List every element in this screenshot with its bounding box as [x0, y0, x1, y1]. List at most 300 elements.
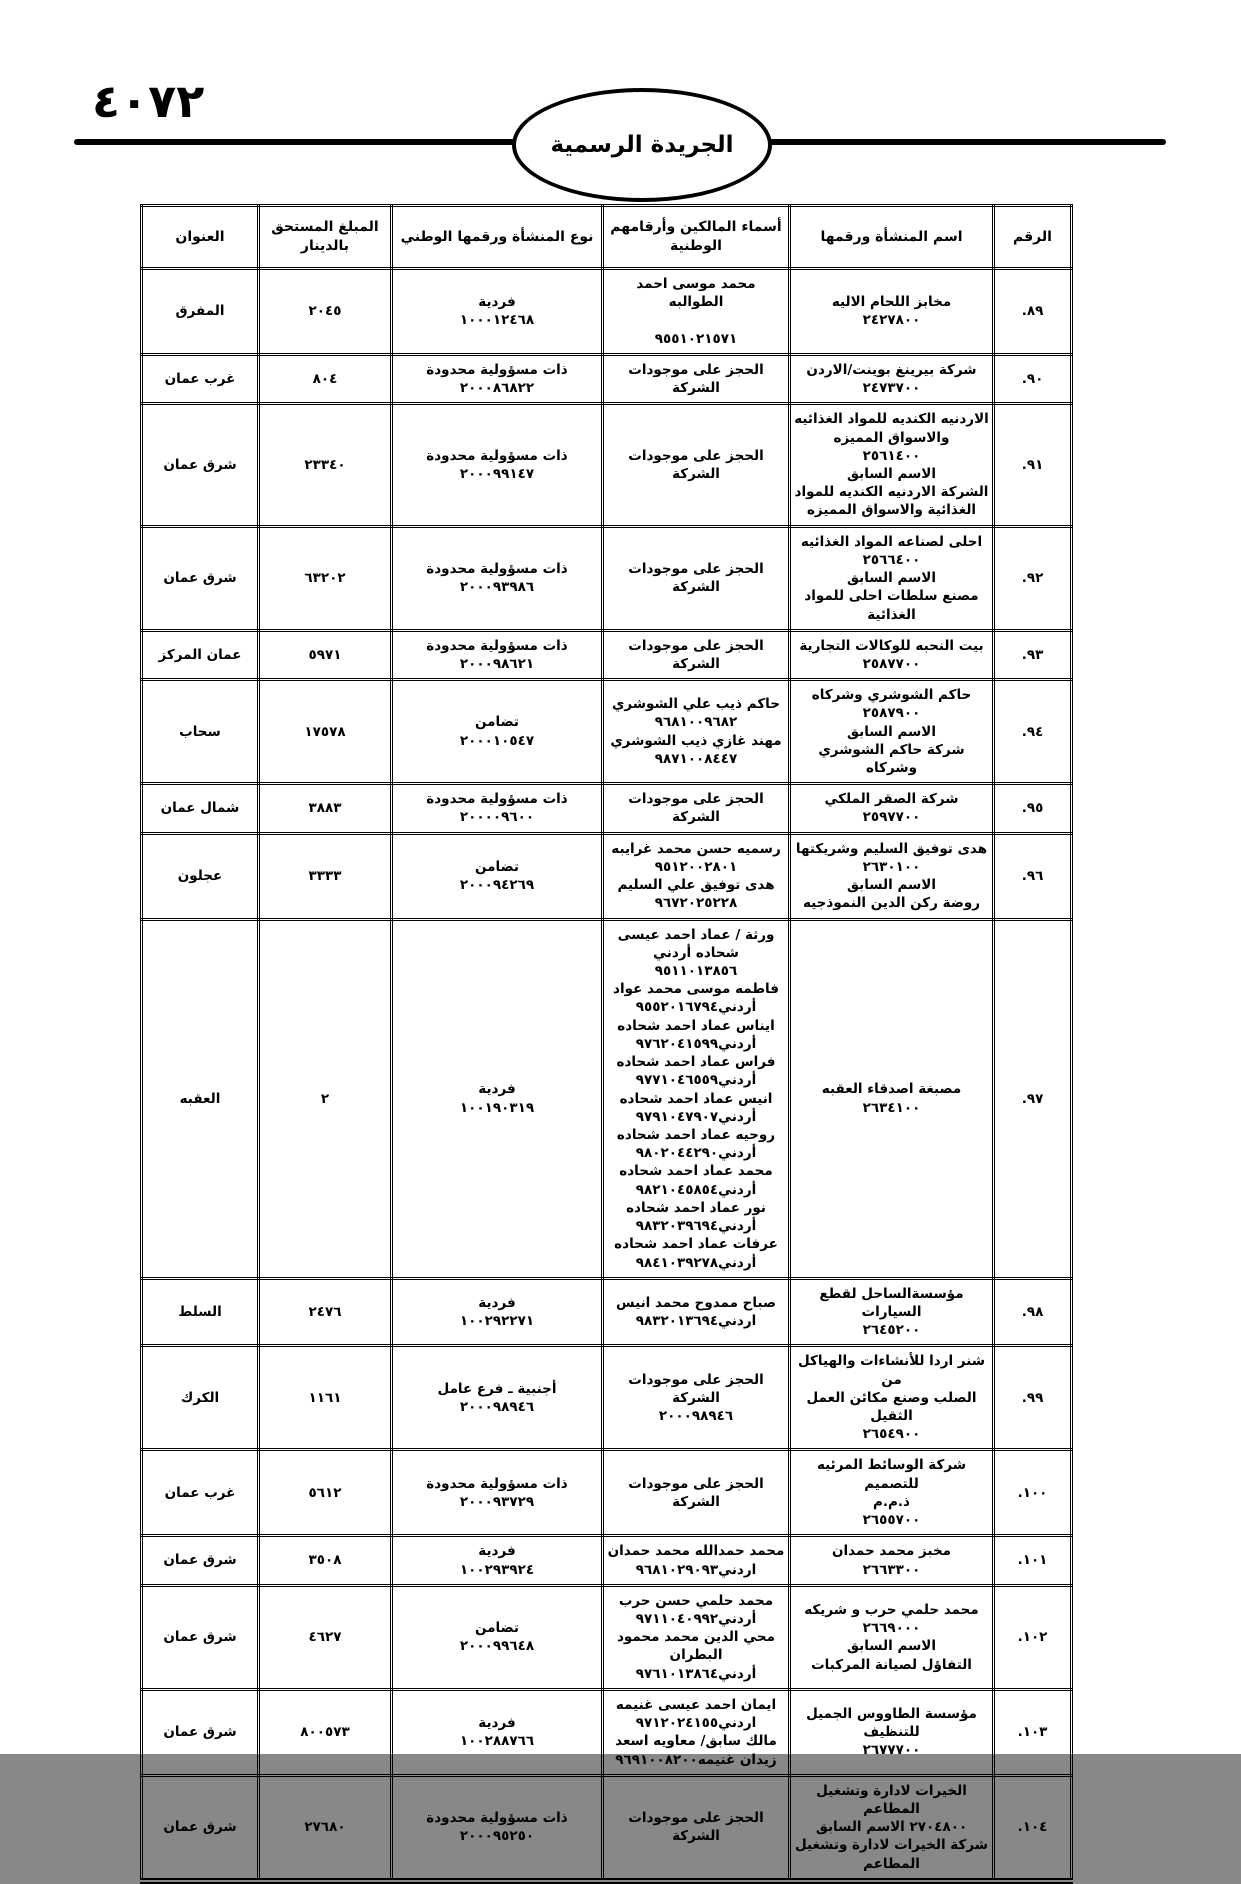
- cell-line: ٣٥٠٨: [308, 1552, 342, 1569]
- cell-number: [994, 630, 1072, 679]
- cell-line: ٩٥.: [1021, 800, 1044, 817]
- cell-address: [142, 404, 259, 526]
- cell-establishment: [790, 1278, 994, 1346]
- cell-line: ذ.م.م: [873, 1493, 910, 1510]
- cell-line: غرب عمان: [164, 1484, 236, 1501]
- cell-line: السلط: [178, 1303, 222, 1320]
- cell-establishment: [790, 630, 994, 679]
- cell-establishment: [790, 1689, 994, 1775]
- cell-line: ذات مسؤولية محدودة: [426, 560, 568, 577]
- cell-line: فردية: [478, 1715, 516, 1732]
- cell-address: [142, 784, 259, 833]
- cell-line: صباح ممدوح محمد انيس: [615, 1294, 776, 1311]
- cell-amount: [259, 630, 392, 679]
- cell-type: [392, 354, 603, 403]
- cell-line: ٩٥١٢٠٠٢٨٠١: [654, 858, 738, 875]
- cell-line: الحجز على موجودات الشركة: [628, 791, 764, 826]
- cell-type: [392, 1278, 603, 1346]
- cell-line: مصنع سلطات احلى للمواد الغذائية: [804, 588, 979, 623]
- cell-number: [994, 1278, 1072, 1346]
- cell-line: شرق عمان: [163, 456, 237, 473]
- header-establishment-name: [790, 206, 994, 269]
- cell-line: الاسم السابق: [847, 877, 936, 894]
- header-amount-due: [259, 206, 392, 269]
- cell-address: [142, 1536, 259, 1585]
- cell-number: [994, 919, 1072, 1278]
- cell-line: الحجز على موجودات الشركة: [628, 361, 764, 397]
- cell-establishment: [790, 1450, 994, 1536]
- cell-line: احلى لصناعه المواد الغذائيه: [800, 533, 983, 550]
- header-address: [142, 206, 259, 269]
- cell-line: الوطنية: [670, 238, 722, 254]
- cell-line: ذات مسؤولية محدودة: [426, 791, 568, 808]
- cell-line: شرق عمان: [163, 1552, 237, 1569]
- table-row: [142, 1450, 1072, 1536]
- cell-owners: [603, 1689, 790, 1775]
- header-owners: [603, 206, 790, 269]
- cell-address: [142, 526, 259, 630]
- cell-line: هدى توفيق علي السليم: [617, 877, 775, 894]
- cell-line: أردني٩٧٦١٠١٣٨٦٤: [635, 1665, 757, 1682]
- cell-line: أردني٩٥٥٢٠١٦٧٩٤: [635, 999, 757, 1016]
- cell-line: ٩٠.: [1021, 370, 1044, 387]
- cell-line: أسماء المالكين وأرقامهم: [610, 219, 782, 236]
- cell-line: ١٠٠.: [1017, 1484, 1048, 1501]
- cell-line: أردني٩٧٩١٠٤٧٩٠٧: [635, 1108, 757, 1125]
- cell-line: ١٠٠٢٩٣٩٢٤: [459, 1561, 535, 1578]
- table-row: [142, 1585, 1072, 1689]
- cell-line: ٩٦٨١٠٠٩٦٨٢: [654, 714, 738, 731]
- cell-line: الغذائية والاسواق المميزه: [806, 502, 977, 519]
- cell-line: تضامن: [475, 714, 519, 731]
- cell-line: اردني٩٨٣٢٠١٣٦٩٤: [635, 1313, 757, 1330]
- cell-line: ٩٢.: [1021, 570, 1044, 587]
- cell-line: مصبغة اصدقاء العقبه: [821, 1081, 962, 1098]
- cell-line: ايناس عماد احمد شحاده: [617, 1017, 775, 1034]
- cell-line: أردني٩٨٠٢٠٤٤٢٩٠: [635, 1145, 757, 1162]
- cell-number: [994, 680, 1072, 784]
- table-row: [142, 1346, 1072, 1450]
- cell-owners: [603, 784, 790, 833]
- cell-line: أردني٩٨٤١٠٣٩٢٧٨: [635, 1254, 757, 1271]
- cell-line: ٢٦٥٥٧٠٠: [862, 1512, 921, 1529]
- cell-line: ١٠٤.: [1017, 1819, 1048, 1836]
- cell-owners: [603, 269, 790, 355]
- cell-type: [392, 404, 603, 526]
- cell-line: محمد موسى احمد الطوالبه: [636, 276, 756, 311]
- cell-line: ٢٥٩٧٧٠٠: [862, 809, 921, 826]
- cell-line: ٣٣٣٣: [308, 868, 342, 885]
- cell-line: ٢٦٦٣٣٠٠: [862, 1561, 921, 1578]
- cell-number: [994, 1775, 1072, 1881]
- cell-establishment: [790, 919, 994, 1278]
- cell-line: ١١٦١: [308, 1389, 342, 1406]
- cell-line: ٨٠٤: [312, 370, 338, 387]
- cell-owners: [603, 1536, 790, 1585]
- cell-address: [142, 833, 259, 919]
- cell-line: ١٠٠٢٩٢٢٧١: [459, 1313, 535, 1330]
- cell-line: ٤٦٢٧: [308, 1629, 342, 1646]
- cell-line: ٥٩٧١: [308, 646, 342, 663]
- table-header: [142, 206, 1072, 269]
- cell-line: ٢٣٣٤٠: [304, 456, 346, 473]
- cell-type: [392, 680, 603, 784]
- cell-line: المطاعم: [863, 1855, 920, 1872]
- cell-line: العنوان: [175, 228, 225, 245]
- cell-line: ٢٥٨٧٧٠٠: [862, 655, 921, 672]
- cell-line: عرفات عماد احمد شحاده: [614, 1236, 778, 1253]
- cell-line: ٢٠٠٠٩٤٢٦٩: [459, 877, 535, 894]
- table-row: [142, 404, 1072, 526]
- cell-type: [392, 1689, 603, 1775]
- cell-type: [392, 630, 603, 679]
- cell-establishment: [790, 784, 994, 833]
- cell-line: ٩٨٧١٠٠٨٤٤٧: [654, 750, 738, 767]
- cell-address: [142, 1689, 259, 1775]
- cell-line: مهند غازي ذيب الشوشري: [610, 732, 782, 749]
- cell-line: محي الدين محمد محمود البطران: [616, 1629, 776, 1664]
- cell-amount: [259, 1585, 392, 1689]
- cell-owners: [603, 919, 790, 1278]
- cell-line: ٩٥١١٠١٣٨٥٦: [654, 963, 738, 979]
- cell-number: [994, 269, 1072, 355]
- cell-owners: [603, 354, 790, 403]
- cell-address: [142, 1346, 259, 1450]
- cell-establishment: [790, 1585, 994, 1689]
- cell-line: فردية: [478, 1294, 516, 1311]
- cell-line: شركة الوسائط المرئيه للتصميم: [816, 1457, 967, 1492]
- cell-line: عجلون: [177, 868, 223, 885]
- cell-line: ٢: [320, 1090, 330, 1107]
- cell-type: [392, 784, 603, 833]
- cell-line: فراس عماد احمد شحاده: [616, 1054, 776, 1071]
- cell-owners: [603, 526, 790, 630]
- cell-line: أردني٩٨٢١٠٤٥٨٥٤: [635, 1181, 757, 1198]
- cell-line: ٩٧.: [1021, 1090, 1044, 1107]
- table-row: [142, 1775, 1072, 1881]
- cell-amount: [259, 269, 392, 355]
- cell-line: ٢٤٧٦: [308, 1303, 342, 1320]
- cell-line: الحجز على موجودات الشركة: [628, 637, 764, 672]
- cell-line: ١٠٠١٩٠٣١٩: [459, 1099, 535, 1116]
- cell-line: الحجز على موجودات الشركة: [628, 560, 764, 596]
- cell-address: [142, 1775, 259, 1881]
- cell-line: ٢٠٠٠٩٩١٤٧: [459, 465, 535, 482]
- cell-line: سحاب: [179, 723, 221, 740]
- cell-line: محمد حلمي حرب و شريكه: [804, 1601, 979, 1618]
- cell-owners: [603, 404, 790, 526]
- cell-address: [142, 680, 259, 784]
- cell-line: فردية: [478, 1543, 516, 1560]
- cell-number: [994, 1689, 1072, 1775]
- header-type: [392, 206, 603, 269]
- cell-establishment: [790, 404, 994, 526]
- cell-line: ١٠١.: [1017, 1552, 1048, 1569]
- cell-line: شركة الخيرات لادارة وتشغيل: [794, 1837, 989, 1854]
- cell-type: [392, 833, 603, 919]
- cell-line: أجنبية ـ فرع عامل: [437, 1380, 557, 1397]
- cell-line: الرقم: [1013, 228, 1052, 245]
- cell-line: بيت النحبه للوكالات التجارية: [799, 637, 984, 654]
- cell-type: [392, 1775, 603, 1881]
- cell-line: ٢٠٠٠٩٣٧٢٩: [459, 1493, 535, 1510]
- cell-owners: [603, 630, 790, 679]
- masthead: [0, 0, 1241, 200]
- cell-line: [607, 311, 785, 329]
- cell-line: ١٧٥٧٨: [304, 723, 346, 740]
- cell-line: مخابز اللحام الاليه: [831, 294, 952, 311]
- cell-type: [392, 1585, 603, 1689]
- cell-owners: [603, 1450, 790, 1536]
- cell-type: [392, 919, 603, 1278]
- cell-line: الاردنيه الكنديه للمواد الغذائيه: [794, 411, 989, 428]
- cell-line: ٩١.: [1021, 456, 1044, 473]
- cell-establishment: [790, 354, 994, 403]
- cell-number: [994, 833, 1072, 919]
- cell-line: ٢٠٠٠٩٣٩٨٦: [459, 579, 535, 596]
- table-row: [142, 680, 1072, 784]
- cell-line: ٢٠٠٠٠٩٦٠٠: [459, 809, 535, 826]
- cell-owners: [603, 1585, 790, 1689]
- cell-line: حاكم الشوشري وشركاه: [811, 687, 972, 704]
- cell-line: ١٠٠٢٨٨٧٦٦: [459, 1733, 535, 1750]
- cell-line: الحجز على موجودات الشركة: [628, 1810, 764, 1845]
- cell-type: [392, 1346, 603, 1450]
- cell-amount: [259, 1450, 392, 1536]
- cell-amount: [259, 354, 392, 403]
- cell-line: شركة حاكم الشوشري وشركاه: [818, 741, 965, 777]
- cell-line: الاسم السابق: [847, 465, 936, 482]
- cell-number: [994, 404, 1072, 526]
- cell-line: ٩٥٥١٠٢١٥٧١: [654, 330, 738, 347]
- cell-line: ٢٠٠٠٩٩٦٤٨: [459, 1638, 535, 1655]
- cell-line: ٢٠٠٠٩٨٩٤٦: [658, 1408, 734, 1425]
- cell-line: ٩٦.: [1021, 868, 1044, 885]
- cell-number: [994, 1450, 1072, 1536]
- cell-line: ٢٦٣٤١٠٠: [862, 1099, 921, 1116]
- cell-line: الخيرات لادارة وتشغيل المطاعم: [816, 1782, 967, 1817]
- cell-owners: [603, 1346, 790, 1450]
- cell-line: الاسم السابق: [847, 1638, 936, 1655]
- cell-line: ٢٥٦١٤٠٠: [862, 447, 921, 464]
- cell-address: [142, 1278, 259, 1346]
- cell-line: مخبز محمد حمدان: [831, 1543, 952, 1560]
- cell-line: روضة ركن الدين النموذجيه: [802, 895, 981, 912]
- cell-line: نور عماد احمد شحاده: [626, 1199, 766, 1216]
- cell-line: والاسواق المميزه: [833, 429, 950, 446]
- cell-line: ذات مسؤولية محدودة: [426, 361, 568, 378]
- gazette-table-body: [142, 269, 1072, 1881]
- cell-line: شرق عمان: [163, 1629, 237, 1646]
- cell-line: ٢٧٦٨٠: [304, 1819, 346, 1836]
- cell-line: ذات مسؤولية محدودة: [426, 447, 568, 464]
- cell-line: انيس عماد احمد شحاده: [619, 1090, 773, 1107]
- cell-line: نوع المنشأة ورقمها الوطني: [400, 228, 594, 245]
- cell-line: فردية: [478, 1081, 516, 1098]
- cell-line: أردني٩٨٣٢٠٣٩٦٩٤: [635, 1218, 757, 1235]
- cell-line: ٩٩.: [1021, 1389, 1044, 1406]
- cell-line: ايمان احمد عيسى غنيمه: [615, 1696, 777, 1713]
- cell-number: [994, 1536, 1072, 1585]
- cell-line: ٩٦٧٢٠٢٥٢٢٨: [654, 895, 738, 912]
- table-row: [142, 784, 1072, 833]
- cell-line: ٢٦٤٥٢٠٠: [862, 1322, 921, 1339]
- table-row: [142, 526, 1072, 630]
- cell-line: ٢٧٠٤٨٠٠ الاسم السابق: [815, 1819, 968, 1836]
- cell-amount: [259, 784, 392, 833]
- cell-number: [994, 784, 1072, 833]
- cell-amount: [259, 526, 392, 630]
- cell-line: ٩٤.: [1021, 723, 1044, 740]
- table-row: [142, 919, 1072, 1278]
- cell-line: روحيه عماد احمد شحاده: [616, 1126, 776, 1143]
- cell-line: ٢٠٤٥: [308, 303, 342, 320]
- cell-line: غرب عمان: [164, 370, 236, 387]
- cell-type: [392, 1450, 603, 1536]
- table-row: [142, 833, 1072, 919]
- cell-line: تضامن: [475, 1620, 519, 1637]
- cell-line: ٢٠٠٠٨٦٨٢٢: [459, 380, 535, 397]
- cell-line: حاكم ذيب علي الشوشري: [612, 696, 780, 713]
- cell-line: مؤسسةالساحل لقطع السيارات: [819, 1285, 964, 1320]
- cell-line: أردني٩٧٦٢٠٤١٥٩٩: [635, 1035, 757, 1052]
- cell-line: ٣٨٨٣: [308, 800, 342, 817]
- cell-establishment: [790, 833, 994, 919]
- cell-line: ٢٦٣٠١٠٠: [862, 858, 921, 875]
- cell-line: الكرك: [180, 1389, 220, 1406]
- cell-establishment: [790, 526, 994, 630]
- cell-line: ٨٩.: [1021, 303, 1044, 320]
- cell-owners: [603, 833, 790, 919]
- cell-line: ١٠٢.: [1017, 1629, 1048, 1646]
- cell-amount: [259, 1346, 392, 1450]
- cell-address: [142, 919, 259, 1278]
- cell-amount: [259, 919, 392, 1278]
- table-row: [142, 1278, 1072, 1346]
- cell-line: اردني٩٦٨١٠٢٩٠٩٣: [635, 1561, 757, 1578]
- cell-line: شمال عمان: [160, 800, 240, 817]
- cell-amount: [259, 1775, 392, 1881]
- table-row: [142, 630, 1072, 679]
- page-number: ٤٠٧٢: [92, 74, 205, 128]
- cell-line: الشركة الاردنيه الكنديه للمواد: [794, 484, 989, 501]
- cell-line: ٢٠٠٠٩٥٢٥٠: [459, 1828, 535, 1845]
- cell-address: [142, 1450, 259, 1536]
- cell-line: الحجز على موجودات الشركة: [628, 447, 764, 482]
- cell-line: ٩٨.: [1021, 1303, 1044, 1320]
- cell-amount: [259, 680, 392, 784]
- cell-line: الصلب وصنع مكائن العمل الثقيل: [806, 1389, 977, 1425]
- cell-establishment: [790, 1536, 994, 1585]
- header-row: [142, 206, 1072, 269]
- cell-line: ١٠٣.: [1017, 1724, 1048, 1741]
- cell-line: ٢٠٠٠١٠٥٤٧: [459, 732, 535, 749]
- cell-line: بالدينار: [300, 238, 350, 254]
- cell-line: ٢٦٧٧٧٠٠: [862, 1742, 921, 1759]
- cell-line: ٢٦٥٤٩٠٠: [862, 1426, 921, 1443]
- cell-line: شرق عمان: [163, 570, 237, 587]
- cell-number: [994, 354, 1072, 403]
- cell-line: مؤسسة الطاووس الجميل للتنظيف: [806, 1705, 977, 1741]
- cell-line: شنر اردا للأنشاءات والهياكل من: [797, 1353, 985, 1388]
- establishments-table: [140, 204, 1073, 1884]
- cell-line: الاسم السابق: [847, 570, 936, 587]
- cell-line: تضامن: [475, 858, 519, 875]
- cell-establishment: [790, 269, 994, 355]
- cell-line: ٢٠٠٠٩٨٦٢١: [459, 655, 535, 672]
- cell-line: ٢٠٠٠٩٨٩٤٦: [459, 1398, 535, 1415]
- cell-line: شركة الصقر الملكي: [824, 791, 959, 808]
- cell-line: ذات مسؤولية محدودة: [426, 637, 568, 654]
- cell-line: هدى توفيق السليم وشريكتها: [795, 840, 988, 857]
- cell-line: أردني٩٧١١٠٤٠٩٩٢: [635, 1611, 757, 1627]
- cell-amount: [259, 1689, 392, 1775]
- cell-number: [994, 1585, 1072, 1689]
- cell-owners: [603, 680, 790, 784]
- cell-line: عمان المركز: [158, 646, 242, 663]
- cell-line: التفاؤل لصيانة المركبات: [811, 1656, 972, 1673]
- cell-line: ورثة / عماد احمد عيسى: [617, 926, 775, 943]
- cell-number: [994, 526, 1072, 630]
- cell-number: [994, 1346, 1072, 1450]
- cell-line: شرق عمان: [163, 1819, 237, 1836]
- cell-line: اردني٩٧١٢٠٢٤١٥٥: [635, 1715, 757, 1732]
- establishments-table-wrap: [143, 204, 1073, 1884]
- cell-type: [392, 269, 603, 355]
- cell-line: زيدان غنيمه٩٦٩١٠٠٨٢٠٠: [615, 1751, 777, 1768]
- cell-establishment: [790, 680, 994, 784]
- cell-amount: [259, 833, 392, 919]
- cell-line: ٨٠٠٥٧٣: [300, 1724, 350, 1741]
- cell-line: المفرق: [175, 303, 225, 320]
- cell-line: ٢٦٦٩٠٠٠: [862, 1620, 921, 1637]
- cell-line: مالك سابق/ معاويه اسعد: [615, 1733, 777, 1750]
- cell-type: [392, 1536, 603, 1585]
- cell-line: شرق عمان: [163, 1724, 237, 1741]
- cell-line: شحاده أردني: [653, 944, 739, 961]
- cell-line: فردية: [478, 294, 516, 311]
- cell-line: ذات مسؤولية محدودة: [426, 1475, 568, 1492]
- cell-line: ٥٦١٢: [308, 1484, 342, 1501]
- cell-establishment: [790, 1775, 994, 1881]
- cell-line: الاسم السابق: [847, 723, 936, 740]
- header-number: [994, 206, 1072, 269]
- cell-line: ٩٣.: [1021, 646, 1044, 663]
- cell-amount: [259, 404, 392, 526]
- cell-line: ٢٤٧٣٧٠٠: [862, 380, 921, 397]
- table-row: [142, 1536, 1072, 1585]
- table-row: [142, 354, 1072, 403]
- cell-line: أردني٩٧٧١٠٤٦٥٥٩: [635, 1072, 757, 1089]
- cell-line: ٦٣٢٠٢: [304, 570, 346, 587]
- cell-address: [142, 1585, 259, 1689]
- cell-owners: [603, 1278, 790, 1346]
- cell-line: الحجز على موجودات الشركة: [628, 1475, 764, 1510]
- cell-type: [392, 526, 603, 630]
- cell-line: ١٠٠٠١٢٤٦٨: [459, 312, 535, 329]
- cell-line: ٢٥٨٧٩٠٠: [862, 705, 921, 722]
- cell-line: الحجز على موجودات الشركة: [628, 1371, 764, 1406]
- cell-address: [142, 354, 259, 403]
- cell-line: محمد حمدالله محمد حمدان: [607, 1543, 785, 1560]
- cell-establishment: [790, 1346, 994, 1450]
- cell-line: رسميه حسن محمد غرايبه: [611, 840, 781, 857]
- cell-line: فاطمه موسى محمد عواد: [613, 981, 779, 998]
- gazette-title: الجريدة الرسمية: [550, 132, 734, 158]
- cell-line: العقبه: [179, 1090, 221, 1107]
- cell-line: شركة بيرينغ بوينت/الاردن: [806, 361, 977, 378]
- table-row: [142, 269, 1072, 355]
